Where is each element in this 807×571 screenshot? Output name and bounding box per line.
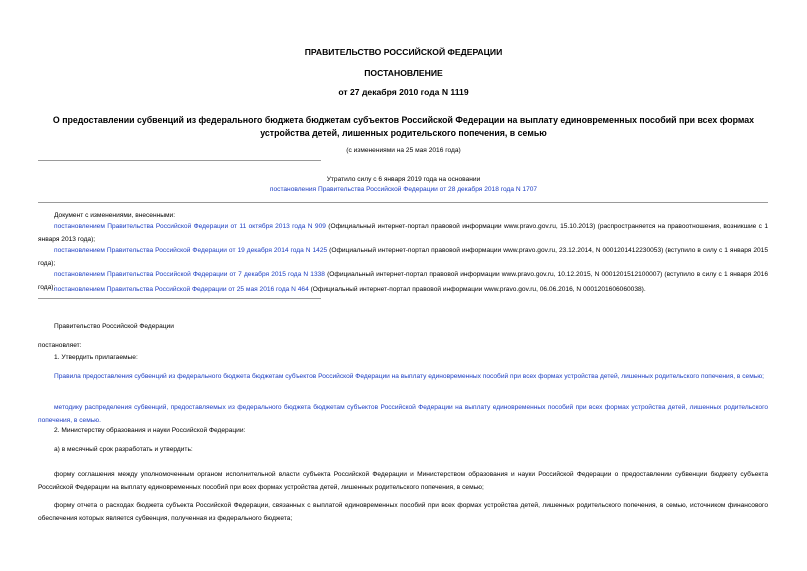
change-link[interactable]: постановлением Правительства Российской Федерации от 7 декабря 2015 года N 1338 xyxy=(54,271,325,278)
resolves-label: постановляет: xyxy=(38,342,82,349)
item-2a: а) в месячный срок разработать и утвердить: xyxy=(54,446,193,453)
change-text: (Официальный интернет-портал правовой информации www.pravo.gov.ru, 06.06.2016, N 0001201606060038). xyxy=(308,286,646,293)
item-1: 1. Утвердить прилагаемые: xyxy=(54,354,138,361)
change-text: (Официальный интернет-портал правовой информации www.pravo.gov.ru, 10.12.2015, N 0001201512100007) (вступило в силу с 1 января 2016 года); xyxy=(38,271,768,291)
change-link[interactable]: постановлением Правительства Российской Федерации от 19 декабря 2014 года N 1425 xyxy=(54,247,328,254)
invalid-notice-link[interactable]: постановления Правительства Российской Федерации от 28 декабря 2018 года N 1707 xyxy=(269,186,538,193)
document-title: О предоставлении субвенций из федерального бюджета бюджетам субъектов Российской Федерации на выплату единовременных пособий при всех формах устройства детей, лишенных родительского попечения, в семью xyxy=(52,115,755,138)
rules-link[interactable]: Правила предоставления субвенций из федерального бюджета бюджетам субъектов Российской Федерации на выплату единовременных пособий при всех формах устройства детей, лишенных родительского попечения, в семью; xyxy=(54,373,764,380)
separator-line xyxy=(38,160,321,161)
change-item xyxy=(38,221,768,246)
government-label: Правительство Российской Федерации xyxy=(54,323,174,330)
form-report-paragraph: форму отчета о расходах бюджета субъекта Российской Федерации, связанных с выплатой единовременных пособий при всех формах устройства детей, лишенных родительского попечения, в семью, источником финансового обеспечения которых является субвенция, полученная из федерального бюджета; xyxy=(38,502,768,522)
change-text: (Официальный интернет-портал правовой информации www.pravo.gov.ru, 15.10.2013) (распространяется на правоотношения, возникшие с 1 января 2013 года); xyxy=(38,223,768,243)
changes-intro: Документ с изменениями, внесенными: xyxy=(54,212,176,219)
invalid-notice: Утратило силу с 6 января 2019 года на основании xyxy=(326,176,481,183)
item-2: 2. Министерству образования и науки Российской Федерации: xyxy=(54,427,246,434)
issuer-heading: ПРАВИТЕЛЬСТВО РОССИЙСКОЙ ФЕДЕРАЦИИ xyxy=(304,47,503,57)
doc-type-heading: ПОСТАНОВЛЕНИЕ xyxy=(364,68,443,78)
method-link[interactable]: методику распределения субвенций, предоставляемых из федерального бюджета бюджетам субъектов Российской Федерации на выплату единовременных пособий при всех формах устройства детей, лишенных родительского попечения, в семью. xyxy=(38,404,768,424)
change-item xyxy=(38,245,768,270)
method-paragraph xyxy=(38,402,768,427)
date-number-heading: от 27 декабря 2010 года N 1119 xyxy=(338,87,469,97)
form-agreement-paragraph: форму соглашения между уполномоченным органом исполнительной власти субъекта Российской Федерации и Министерством образования и науки Российской Федерации о предоставлении субвенции бюджету субъекта Российской Федерации на выплату единовременных пособий при всех формах устройства детей, лишенных родительского попечения, в семью; xyxy=(38,471,768,491)
separator-line xyxy=(38,298,321,299)
separator-line xyxy=(38,202,768,203)
rules-paragraph xyxy=(38,371,768,384)
change-link[interactable]: постановлением Правительства Российской Федерации от 25 мая 2016 года N 464 xyxy=(54,286,309,293)
amendment-note: (с изменениями на 25 мая 2016 года) xyxy=(346,147,461,154)
change-link[interactable]: постановлением Правительства Российской Федерации от 11 октября 2013 года N 909 xyxy=(54,223,326,230)
change-item xyxy=(38,284,768,297)
change-text: (Официальный интернет-портал правовой информации www.pravo.gov.ru, 23.12.2014, N 0001201412230053) (вступило в силу с 1 января 2015 года); xyxy=(38,247,768,267)
